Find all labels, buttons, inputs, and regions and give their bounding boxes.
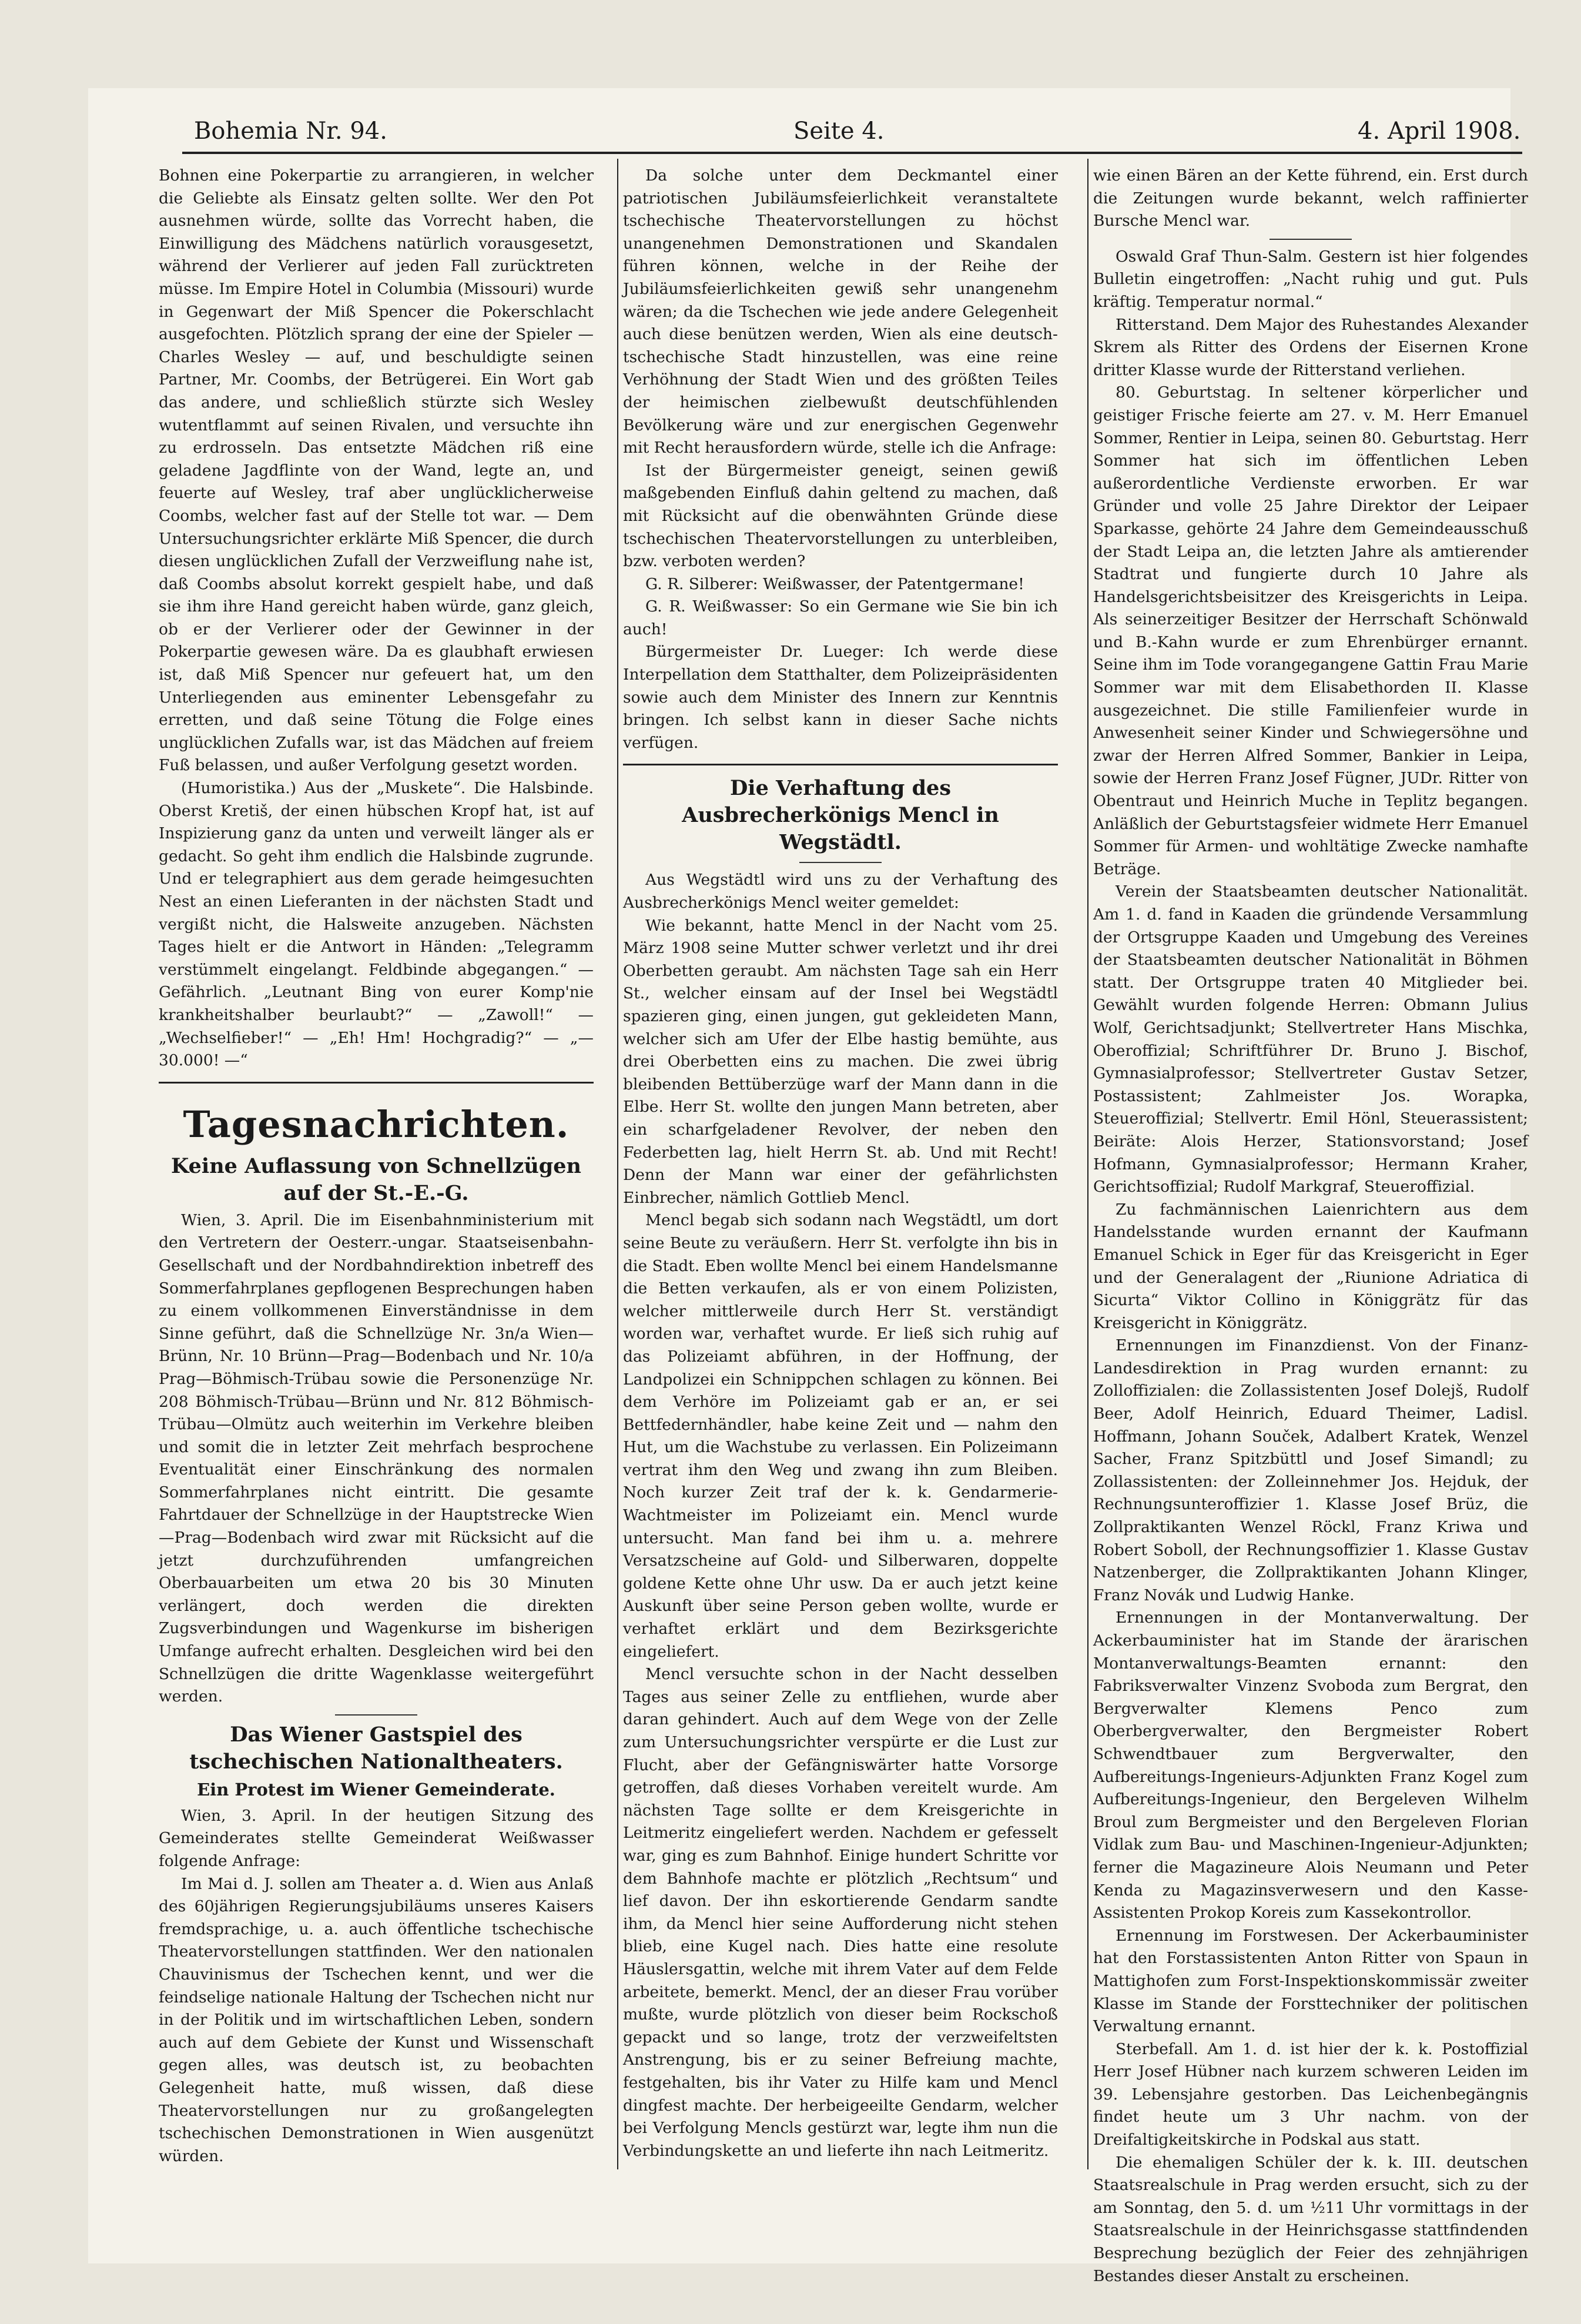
article-silberer: G. R. Silberer: Weißwasser, der Patentgermane! <box>645 574 1024 593</box>
short-divider-3 <box>1270 239 1352 240</box>
headline-mencl: Die Verhaftung des Ausbrecherkönigs Mencl in Wegstädtl. <box>682 776 999 855</box>
article-mencl-2: Mencl begab sich sodann nach Wegstädtl, um dort seine Beute zu veräußern. Herr St. verfolgte ihn bis in die Stadt. Eben wollte Mencl bei einem Handelsmanne die Betten verkaufen, als er von einem Polizisten, welcher mittlerweile durch Herr St. verständigt worden war, verhaftet wurde. Er ließ sich ruhig auf das Polizeiamt abführen, in der Hoffnung, der Landpolizei ein Schnippchen schlagen zu können. Bei dem Verhöre im Polizeiamt gab er an, er sei Bettfedernhändler, habe keine Zeit und — nahm den Hut, um die Wachstube zu verlassen. Ein Polizeimann vertrat ihm den Weg und zwang ihn zum Bleiben. Noch kurzer Zeit traf der k. k. Gendarmerie-Wachtmeister im Polizeiamt ein. Mencl wurde untersucht. Man fand bei ihm u. a. mehrere Versatzscheine auf Gold- und Silberwaren, doppelte goldene Kette ohne Uhr usw. Da er auch jetzt keine Auskunft über seine Person geben wollte, wurde er verhaftet erklärt und dem Bezirksgerichte eingeliefert. <box>623 1211 1058 1661</box>
short-divider <box>335 1714 417 1716</box>
header-page-number: Seite 4. <box>793 118 885 145</box>
article-lueger: Bürgermeister Dr. Lueger: Ich werde diese Interpellation dem Statthalter, dem Polizeipräsidenten sowie auch dem Minister des Innern zur Kenntnis bringen. Ich selbst kann in dieser Sache nichts verfügen. <box>623 643 1058 752</box>
header-rule <box>182 152 1522 154</box>
short-divider-2 <box>799 862 882 863</box>
article-humoristika: (Humoristika.) Aus der „Muskete“. Die Halsbinde. Oberst Kretiš, der einen hübschen Kropf hat, ist auf Inspizierung ganz da unten und verweilt länger als er gedacht. So geht ihm endlich die Halsbinde zugrunde. Und er telegraphiert aus dem gerade heimgesuchten Nest an einen Lieferanten in der nächsten Stadt und vergißt nicht, die Halsweite anzugeben. Nächsten Tages hielt er die Antwort in Händen: „Telegramm verstümmelt eingelangt. Feldbinde abgegangen.“ — Gefährlich. „Leutnant Bing von eurer Komp'nie krankheitshalber beurlaubt?“ — „Zawoll!“ — „Wechselfieber!“ — „Eh! Hm! Hochgradig?“ — „— 30.000! —“ <box>159 779 594 1070</box>
article-geburtstag: 80. Geburtstag. In seltener körperlicher und geistiger Frische feierte am 27. v. M. Herr Emanuel Sommer, Rentier in Leipa, seinen 80. Geburtstag. Herr Sommer hat sich im öffentlichen Leben außerordentliche Verdienste erworben. Er war Gründer und volle 25 Jahre Direktor der Leipaer Sparkasse, gehörte 24 Jahre dem Gemeindeausschuß der Stadt Leipa an, die letzten Jahre als amtierender Stadtrat und fungierte durch 10 Jahre als Handelsgerichtsbeisitzer des Kreisgerichts in Leipa. Als seinerzeitiger Besitzer der Herrschaft Schönwald und B.-Kahn wurde er zum Ehrenbürger ernannt. Seine ihm im Tode vorangegangene Gattin Frau Marie Sommer war mit dem Elisabethorden II. Klasse ausgezeichnet. Die stille Familienfeier wurde in Anwesenheit seiner Kinder und Schwiegersöhne und zwar der Herren Alfred Sommer, Bankier in Leipa, sowie der Herren Franz Josef Fügner, JUDr. Ritter von Obentraut und Heinrich Muche in Teplitz begangen. Anläßlich der Geburtstagsfeier widmete Herr Emanuel Sommer für Armen- und wohltätige Zwecke namhafte Beträge. <box>1093 383 1528 878</box>
article-mencl-3: Mencl versuchte schon in der Nacht desselben Tages aus seiner Zelle zu entfliehen, wurde aber daran gehindert. Auch auf dem Wege von der Zelle zum Untersuchungsrichter verspürte er die Lust zur Flucht, aber der Gefängniswärter hatte Vorsorge getroffen, daß dieses Vorhaben vereitelt wurde. Am nächsten Tage sollte er dem Kreisgerichte in Leitmeritz eingeliefert werden. Nachdem er gefesselt war, ging es zum Bahnhof. Einige hundert Schritte vor dem Bahnhofe machte er plötzlich „Rechtsum“ und lief davon. Der ihn eskortierende Gendarm sandte ihm, da Mencl hier seine Aufforderung nicht stehen blieb, eine Kugel nach. Dies hatte eine resolute Häuslersgattin, welche mit ihrem Vater auf dem Felde arbeitete, bemerkt. Mencl, der an dieser Frau vorüber mußte, wurde plötzlich von dieser beim Rockschoß gepackt und so lange, trotz der verzweifeltsten Anstrengung, bis er zu seiner Befreiung machte, festgehalten, bis ihr Vater zu Hilfe kam und Mencl dingfest machte. Der herbeigeeilte Gendarm, welcher bei Verfolgung Mencls gestürzt war, legte ihm nun die Verbindungskette an und lieferte ihn nach Leitmeritz. <box>623 1665 1058 2160</box>
article-montanverwaltung: Ernennungen in der Montanverwaltung. Der Ackerbauminister hat im Stande der ärarischen Montanverwaltungs-Beamten ernannt: den Fabriksverwalter Vinzenz Svoboda zum Bergrat, den Bergverwalter Klemens Penco zum Oberbergverwalter, den Bergmeister Robert Schwendtbauer zum Bergverwalter, den Aufbereitungs-Ingenieurs-Adjunkten Franz Kogel zum Aufbereitungs-Ingenieur, den Bergeleven Wilhelm Broul zum Bergmeister und den Bergeleven Florian Vidlak zum Bau- und Maschinen-Ingenieur-Adjunkten; ferner die Magazineure Alois Neumann und Peter Kenda zu Magazinsverwesern und den Kasse-Assistenten Prokop Koreis zum Kassekontrollor. <box>1093 1609 1528 1922</box>
article-mencl-intro: Aus Wegstädtl wird uns zu der Verhaftung des Ausbrecherkönigs Mencl weiter gemeldet: <box>623 871 1058 912</box>
article-gastspiel-cont: Da solche unter dem Deckmantel einer patriotischen Jubiläumsfeierlichkeit veranstaltete tschechische Theatervorstellungen zu höchst unangenehmen Demonstrationen und Skandalen führen können, welche in der Reihe der Jubiläumsfeierlichkeiten gewiß sehr unangenehm wären; da die Tschechen wie jede andere Gelegenheit auch diese benützen werden, Wien als eine deutsch-tschechische Stadt hinzustellen, was eine reine Verhöhnung der Stadt Wien und des größten Teiles der heimischen zielbewußt deutschfühlenden Bevölkerung wäre und zur energischen Gegenwehr mit Recht herausfordern würde, stelle ich die Anfrage: <box>623 166 1058 457</box>
header-date: 4. April 1908. <box>1358 118 1521 145</box>
article-mencl-end: wie einen Bären an der Kette führend, ein. Erst durch die Zeitungen wurde bekannt, welch raffinierter Bursche Mencl war. <box>1093 166 1528 230</box>
article-gastspiel-anfrage: Im Mai d. J. sollen am Theater a. d. Wien aus Anlaß des 60jährigen Regierungsjubiläums unseres Kaisers fremdsprachige, u. a. auch öffentliche tschechische Theatervorstellungen stattfinden. Wer den nationalen Chauvinismus der Tschechen kennt, und wer die feindselige nationale Haltung der Tschechen nicht nur in der Politik und im wirtschaftlichen Leben, sondern auch auf dem Gebiete der Kunst und Wissenschaft gegen alles, was deutsch ist, zu beobachten Gelegenheit hatte, muß wissen, daß diese Theatervorstellungen nur zu großangelegten tschechischen Demonstrationen in Wien ausgenützt würden. <box>159 1874 594 2165</box>
column-rule-2 <box>1087 159 1088 2169</box>
article-finanzdienst: Ernennungen im Finanzdienst. Von der Finanz-Landesdirektion in Prag wurden ernannt: zu Zolloffizialen: die Zollassistenten Josef Dolejš, Rudolf Beer, Adolf Heinrich, Eduard Theimer, Ladisl. Hoffmann, Johann Souček, Adalbert Kratek, Wenzel Sacher, Franz Spitzbüttl und Josef Simandl; zu Zollassistenten: der Zolleinnehmer Jos. Hejduk, der Rechnungsunteroffizier 1. Klasse Josef Brüz, die Zollpraktikanten Wenzel Röckl, Franz Kriwa und Robert Soboll, der Rechnungsoffizier 1. Klasse Gustav Natzenberger, die Zollpraktikanten Johann Klinger, Franz Novák und Ludwig Hanke. <box>1093 1336 1528 1604</box>
article-gastspiel-intro: Wien, 3. April. In der heutigen Sitzung des Gemeinderates stellte Gemeinderat Weißwasser folgende Anfrage: <box>159 1806 594 1870</box>
header-issue: Bohemia Nr. 94. <box>194 118 387 145</box>
section-divider-2 <box>623 764 1058 765</box>
article-forstwesen: Ernennung im Forstwesen. Der Ackerbauminister hat den Forstassistenten Anton Ritter von Spaun in Mattighofen zum Forst-Inspektionskommissär zweiter Klasse im Stande der Forsttechniker der politischen Verwaltung ernannt. <box>1093 1926 1528 2036</box>
article-thun-salm: Oswald Graf Thun-Salm. Gestern ist hier folgendes Bulletin eingetroffen: „Nacht ruhig und gut. Puls kräftig. Temperatur normal.“ <box>1093 247 1528 311</box>
article-poker: Bohnen eine Pokerpartie zu arrangieren, in welcher die Geliebte als Einsatz gelten sollte. Wer den Pot ausnehmen würde, sollte das Vorrecht haben, die Einwilligung des Mädchens natürlich vorausgesetzt, während der Verlierer auf jeden Fall zurücktreten müsse. Im Empire Hotel in Columbia (Missouri) wurde in Gegenwart der Miß Spencer die Pokerschlacht ausgefochten. Plötzlich sprang der eine der Spieler — Charles Wesley — auf, und beschuldigte seinen Partner, Mr. Coombs, der Betrügerei. Ein Wort gab das andere, und schließlich stürzte sich Wesley wutentflammt auf seinen Rivalen, und versuchte ihn zu erdrosseln. Das entsetzte Mädchen riß eine geladene Jagdflinte von der Wand, legte an, und feuerte auf Wesley, traf aber unglücklicherweise Coombs, welcher fast auf der Stelle tot war. — Dem Untersuchungsrichter erklärte Miß Spencer, die durch diesen unglücklichen Zufall der Verzweiflung nahe ist, daß Coombs absolut korrekt gespielt habe, und daß sie ihm ihre Hand gereicht haben würde, ganz gleich, ob er der Verlierer oder der Gewinner in der Pokerpartie gewesen wäre. Da es glaubhaft erwiesen ist, daß Miß Spencer nur gefeuert hat, um den Unterliegenden aus eminenter Lebensgefahr zu erretten, und daß seine Tötung die Folge eines unglücklichen Zufalls war, ist das Mädchen auf freiem Fuß belassen, und außer Verfolgung gesetzt worden. <box>159 166 594 775</box>
article-staatsbeamten: Verein der Staatsbeamten deutscher Nationalität. Am 1. d. fand in Kaaden die gründende Versammlung der Ortsgruppe Kaaden und Umgebung des Vereines der Staatsbeamten deutscher Nationalität in Böhmen statt. Der Ortsgruppe traten 40 Mitglieder bei. Gewählt wurden folgende Herren: Obmann Julius Wolf, Gerichtsadjunkt; Stellvertreter Hans Mischka, Oberoffizial; Schriftführer Dr. Bruno J. Bischof, Gymnasialprofessor; Stellvertreter Gustav Setzer, Postassistent; Zahlmeister Jos. Worapka, Steueroffizial; Stellvertr. Emil Hönl, Steuerassistent; Beiräte: Alois Herzer, Stationsvorstand; Josef Hofmann, Gymnasialprofessor; Hermann Kraher, Gerichtsoffizial; Rudolf Markgraf, Steueroffizial. <box>1093 882 1528 1196</box>
headline-gastspiel: Das Wiener Gastspiel des tschechischen Nationaltheaters. <box>189 1722 563 1774</box>
article-weisswasser: G. R. Weißwasser: So ein Germane wie Sie bin ich auch! <box>623 597 1058 638</box>
column-1 <box>159 165 594 2175</box>
article-sterbefall: Sterbefall. Am 1. d. ist hier der k. k. Postoffizial Herr Josef Hübner nach kurzem schweren Leiden im 39. Lebensjahre gestorben. Das Leichenbegängnis findet heute um 3 Uhr nachm. von der Dreifaltigkeitskirche in Podskal aus statt. <box>1093 2039 1528 2149</box>
headline-schnellzuege: Keine Auflassung von Schnellzügen auf der St.-E.-G. <box>171 1153 581 1205</box>
column-2 <box>623 165 1058 2175</box>
article-schnellzuege: Wien, 3. April. Die im Eisenbahnministerium mit den Vertretern der Oesterr.-ungar. Staatseisenbahn-Gesellschaft und der Nordbahndirektion inbetreff des Sommerfahrplanes gepflogenen Besprechungen haben zu einem vollkommenen Einverständnisse in dem Sinne geführt, daß die Schnellzüge Nr. 3n/a Wien—Brünn, Nr. 10 Brünn—Prag—Bodenbach und Nr. 10/a Prag—Böhmisch-Trübau sowie die Personenzüge Nr. 208 Böhmisch-Trübau—Brünn und Nr. 812 Böhmisch-Trübau—Olmütz auch weiterhin im Verkehre bleiben und somit die in letzter Zeit mehrfach besprochene Eventualität einer Einschränkung des normalen Sommerfahrplanes nicht eintritt. Die gesamte Fahrtdauer der Schnellzüge in der Hauptstrecke Wien—Prag—Bodenbach wird zwar mit Rücksicht auf die jetzt durchzuführenden umfangreichen Oberbauarbeiten um etwa 20 bis 30 Minuten verlängert, doch werden die direkten Zugsverbindungen und Wagenkurse im bisherigen Umfange aufrecht erhalten. Desgleichen wird bei den Schnellzügen die dritte Wagenklasse weitergeführt werden. <box>159 1211 594 1706</box>
article-laienrichter: Zu fachmännischen Laienrichtern aus dem Handelsstande wurden ernannt der Kaufmann Emanuel Schick in Eger für das Kreisgericht in Eger und der Generalagent der „Riunione Adriatica di Sicurta“ Viktor Collino in Königgrätz für das Kreisgericht in Königgrätz. <box>1093 1200 1528 1332</box>
column-rule-1 <box>617 159 618 2169</box>
article-ritterstand: Ritterstand. Dem Major des Ruhestandes Alexander Skrem als Ritter des Ordens der Eisernen Krone dritter Klasse wurde der Ritterstand verliehen. <box>1093 315 1528 379</box>
subheadline-protest: Ein Protest im Wiener Gemeinderate. <box>197 1779 555 1800</box>
article-mencl-1: Wie bekannt, hatte Mencl in der Nacht vom 25. März 1908 seine Mutter schwer verletzt und ihr drei Oberbetten geraubt. Am nächsten Tage sah ein Herr St., welcher einsam auf der Insel bei Wegstädtl spazieren ging, einen jungen, gut gekleideten Mann, welcher sich am Ufer der Elbe hastig bemühte, aus drei Oberbetten eins zu machen. Die zwei übrig bleibenden Bettüberzüge warf der Mann dann in die Elbe. Herr St. wollte den jungen Mann betreten, aber ein scharfgeladener Revolver, der neben den Federbetten lag, hielt Herrn St. ab. Und mit Recht! Denn der Mann war einer der gefährlichsten Einbrecher, nämlich Gottlieb Mencl. <box>623 916 1058 1207</box>
article-gastspiel-question: Ist der Bürgermeister geneigt, seinen gewiß maßgebenden Einfluß dahin geltend zu machen, daß mit Rücksicht auf die obenwähnten Gründe diese tschechischen Theatervorstellungen zu unterbleiben, bzw. verboten werden? <box>623 461 1058 571</box>
section-divider <box>159 1082 594 1084</box>
article-realschule: Die ehemaligen Schüler der k. k. III. deutschen Staatsrealschule in Prag werden ersucht, sich zu der am Sonntag, den 5. d. um ½11 Uhr vormittags in der Staatsrealschule in der Heinrichsgasse stattfindenden Besprechung bezüglich der Feier des zehnjährigen Bestandes dieser Anstalt zu erscheinen. <box>1093 2153 1528 2285</box>
section-title-tagesnachrichten: Tagesnachrichten. <box>183 1102 570 1146</box>
column-3 <box>1093 165 1528 2285</box>
